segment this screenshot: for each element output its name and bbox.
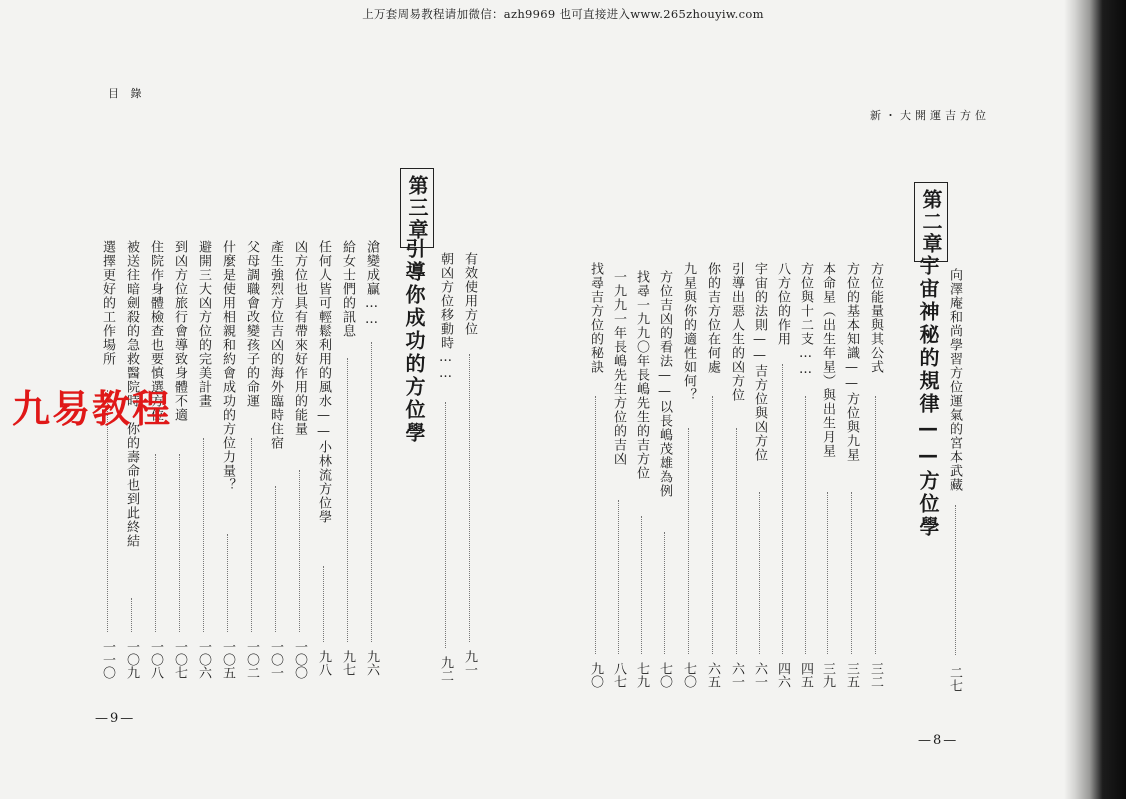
chapter-3-number: 第三章: [400, 168, 434, 248]
right-toc-entry-leader-dots: [827, 492, 828, 654]
left-toc-entry-page: 一〇七: [172, 640, 187, 679]
left-toc-entry-title: 父母調職會改變孩子的命運: [244, 240, 259, 408]
right-toc-entry-leader-dots: [641, 516, 642, 654]
left-toc-entry-page: 一〇〇: [292, 640, 307, 679]
left-toc-entry-title: 有效使用方位: [462, 252, 477, 336]
right-toc-entry-title: 九星與你的適性如何？: [681, 262, 696, 402]
left-running-head: 目 錄: [108, 87, 146, 100]
left-toc-entry-page: 一〇二: [244, 640, 259, 679]
left-toc-entry-leader-dots: [275, 486, 276, 632]
left-toc-entry-leader-dots: [445, 402, 446, 648]
left-toc-entry-title: 選擇更好的工作場所: [100, 240, 115, 366]
right-toc-entry-leader-dots: [595, 396, 596, 654]
right-toc-entry-title: 方位能量與其公式: [868, 262, 883, 374]
left-toc-entry-title: 住院作身體檢查也要慎選方位: [148, 240, 163, 422]
right-toc-entry-leader-dots: [688, 428, 689, 654]
left-toc-entry-title: 到凶方位旅行會導致身體不適: [172, 240, 187, 422]
chapter-3-title: 引導你成功的方位學: [402, 238, 426, 445]
left-toc-entry-title: 朝凶方位移動時……: [438, 252, 453, 382]
right-toc-entry-title: 本命星（出生年星）與出生月星: [820, 262, 835, 458]
left-toc-entry-leader-dots: [155, 454, 156, 632]
right-toc-entry-page: 四六: [775, 662, 790, 688]
left-toc-entry-leader-dots: [251, 438, 252, 632]
left-toc-entry-leader-dots: [469, 354, 470, 642]
watermark-logo: 九易教程: [12, 387, 173, 431]
right-toc-entry-page: 三五: [844, 662, 859, 688]
right-toc-entry-title: 八方位的作用: [775, 262, 790, 346]
right-toc-entry-title: 找尋吉方位的秘訣: [588, 262, 603, 374]
right-toc-entry-leader-dots: [736, 428, 737, 654]
right-toc-entry-page: 六一: [752, 662, 767, 688]
right-toc-entry-page: 三二: [868, 662, 883, 688]
right-folio: —8—: [918, 733, 959, 748]
left-toc-entry-title: 任何人皆可輕鬆利用的風水——小林流方位學: [316, 240, 331, 524]
right-toc-entry-title: 引導出惡人生的凶方位: [729, 262, 744, 402]
left-toc-entry-title: 滄變成贏……: [364, 240, 379, 328]
left-toc-entry-title: 給女士們的訊息: [340, 240, 355, 338]
right-toc-entry-title: 方位的基本知識——方位與九星: [844, 262, 859, 462]
right-toc-entry-title: 方位與十二支……: [798, 262, 813, 378]
right-toc-entry-page: 七〇: [657, 662, 672, 688]
left-toc-entry-leader-dots: [371, 342, 372, 642]
book-spine-shadow: [1074, 0, 1126, 799]
left-toc-entry-page: 九八: [316, 650, 331, 676]
right-toc-entry-title: 你的吉方位在何處: [705, 262, 720, 374]
page-gutter-shadow: [1064, 0, 1074, 799]
left-toc-entry-leader-dots: [131, 598, 132, 632]
left-folio: —9—: [95, 711, 136, 726]
left-toc-entry-title: 被送往暗劍殺的急救醫院時，你的壽命也到此終結: [124, 240, 139, 548]
right-running-head: 新・大開運吉方位: [870, 109, 990, 122]
right-toc-entry-leader-dots: [805, 396, 806, 654]
right-toc-entry-leader-dots: [664, 532, 665, 654]
left-toc-entry-leader-dots: [227, 534, 228, 632]
left-toc-entry-page: 一〇五: [220, 640, 235, 679]
right-toc-entry-page: 三九: [820, 662, 835, 688]
right-toc-entry-title: 方位吉凶的看法——以長嶋茂雄為例: [657, 270, 672, 498]
left-toc-entry-page: 一〇一: [268, 640, 283, 679]
left-toc-entry-title: 什麼是使用相親和約會成功的方位力量？: [220, 240, 235, 492]
left-toc-entry-page: 一〇九: [124, 640, 139, 679]
right-toc-entry-page: 七〇: [681, 662, 696, 688]
right-toc-entry-page: 四五: [798, 662, 813, 688]
right-toc-entry-leader-dots: [618, 500, 619, 654]
left-toc-entry-page: 九七: [340, 650, 355, 676]
toc-dots-intro: [955, 505, 956, 655]
left-toc-entry-page: 九六: [364, 650, 379, 676]
right-toc-entry-page: 八七: [611, 662, 626, 688]
right-toc-entry-page: 六五: [705, 662, 720, 688]
left-toc-entry-page: 一〇八: [148, 640, 163, 679]
left-toc-entry-title: 產生強烈方位吉凶的海外臨時住宿: [268, 240, 283, 450]
left-toc-entry-page: 一〇六: [196, 640, 211, 679]
left-toc-entry-title: 凶方位也具有帶來好作用的能量: [292, 240, 307, 436]
chapter-2-title: 宇宙神秘的規律——方位學: [916, 255, 940, 539]
left-toc-entry-title: 避開三大凶方位的完美計畫: [196, 240, 211, 408]
left-toc-entry-page: 一一〇: [100, 640, 115, 679]
right-toc-entry-page: 七九: [634, 662, 649, 688]
right-toc-entry-leader-dots: [851, 492, 852, 654]
left-toc-entry-leader-dots: [323, 566, 324, 642]
right-toc-entry-page: 九〇: [588, 662, 603, 688]
left-toc-entry-leader-dots: [203, 438, 204, 632]
right-toc-entry-leader-dots: [759, 492, 760, 654]
right-toc-entry-title: 宇宙的法則——吉方位與凶方位: [752, 262, 767, 462]
right-toc-entry-title: 找尋一九九〇年長嶋先生的吉方位: [634, 270, 649, 480]
right-toc-entry-title: 一九九一年長嶋先生方位的吉凶: [611, 270, 626, 466]
left-toc-entry-leader-dots: [299, 470, 300, 632]
left-toc-entry-leader-dots: [347, 358, 348, 642]
right-toc-entry-leader-dots: [782, 364, 783, 654]
promo-banner: 上万套周易教程请加微信：azh9969 也可直接进入www.265zhouyiw.com: [362, 7, 764, 21]
right-toc-entry-leader-dots: [712, 396, 713, 654]
left-toc-entry-page: 九一: [462, 650, 477, 676]
left-toc-entry-page: 九二: [438, 656, 453, 682]
chapter-2-number: 第二章: [914, 182, 948, 262]
left-toc-entry-leader-dots: [179, 454, 180, 632]
right-toc-entry-page: 六一: [729, 662, 744, 688]
toc-entry-intro: 向澤庵和尚學習方位運氣的宮本武藏: [947, 268, 962, 492]
toc-page-intro: 二七: [947, 666, 962, 692]
right-toc-entry-leader-dots: [875, 396, 876, 654]
